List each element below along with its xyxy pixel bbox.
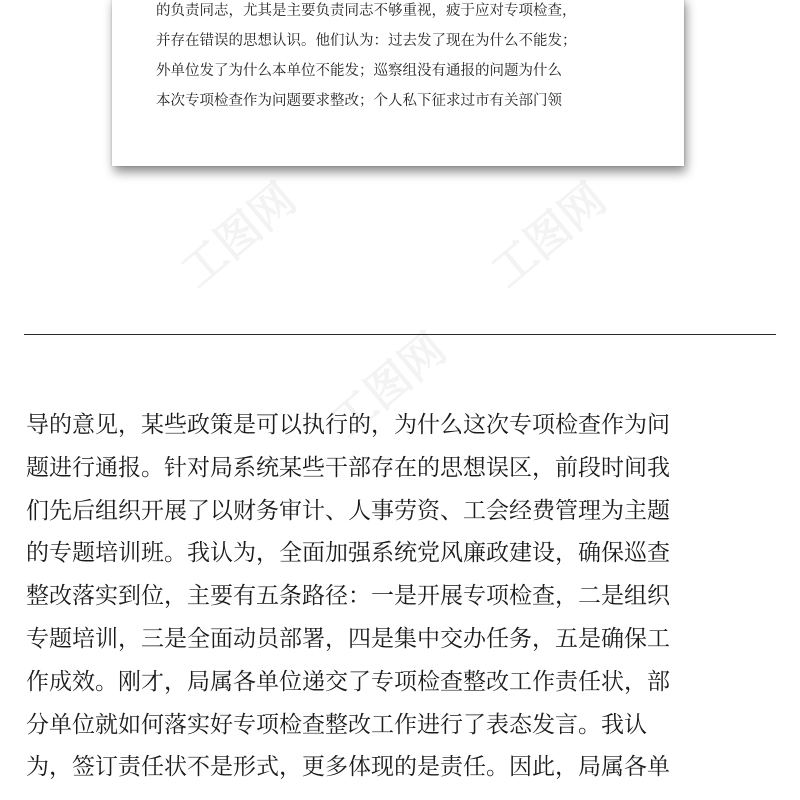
preview-line: 并存在错误的思想认识。他们认为：过去发了现在为什么不能发；: [156, 33, 577, 49]
section-divider: [24, 334, 776, 335]
body-paragraph: [26, 404, 778, 789]
watermark: 工图网: [481, 173, 616, 298]
body-line: 分单位就如何落实好专项检查整改工作进行了表态发言。我认: [26, 711, 647, 738]
preview-text: [156, 0, 656, 116]
preview-line: 外单位发了为什么本单位不能发；巡察组没有通报的问题为什么: [156, 63, 562, 79]
body-line: 专题培训，三是全面动员部署，四是集中交办任务，五是确保工: [26, 625, 670, 652]
body-line: 作成效。刚才，局属各单位递交了专项检查整改工作责任状，部: [26, 668, 670, 695]
body-line: 导的意见，某些政策是可以执行的，为什么这次专项检查作为问: [26, 412, 670, 438]
body-line: 题进行通报。针对局系统某些干部存在的思想误区，前段时间我: [26, 454, 670, 481]
watermark: 工图网: [321, 323, 456, 448]
body-line: 整改落实到位，主要有五条路径：一是开展专项检查，二是组织: [26, 583, 670, 610]
document-preview-card: [112, 0, 684, 166]
body-line: 的专题培训班。我认为，全面加强系统党风廉政建设，确保巡查: [26, 540, 670, 567]
preview-line: 本次专项检查作为问题要求整改；个人私下征求过市有关部门领: [156, 93, 562, 109]
body-line: 为，签订责任状不是形式，更多体现的是责任。因此，局属各单: [26, 754, 670, 781]
body-line: 们先后组织开展了以财务审计、人事劳资、工会经费管理为主题: [26, 497, 670, 524]
preview-line: 的负责同志，尤其是主要负责同志不够重视，疲于应对专项检查，: [156, 3, 577, 19]
watermark: 工图网: [171, 173, 306, 298]
